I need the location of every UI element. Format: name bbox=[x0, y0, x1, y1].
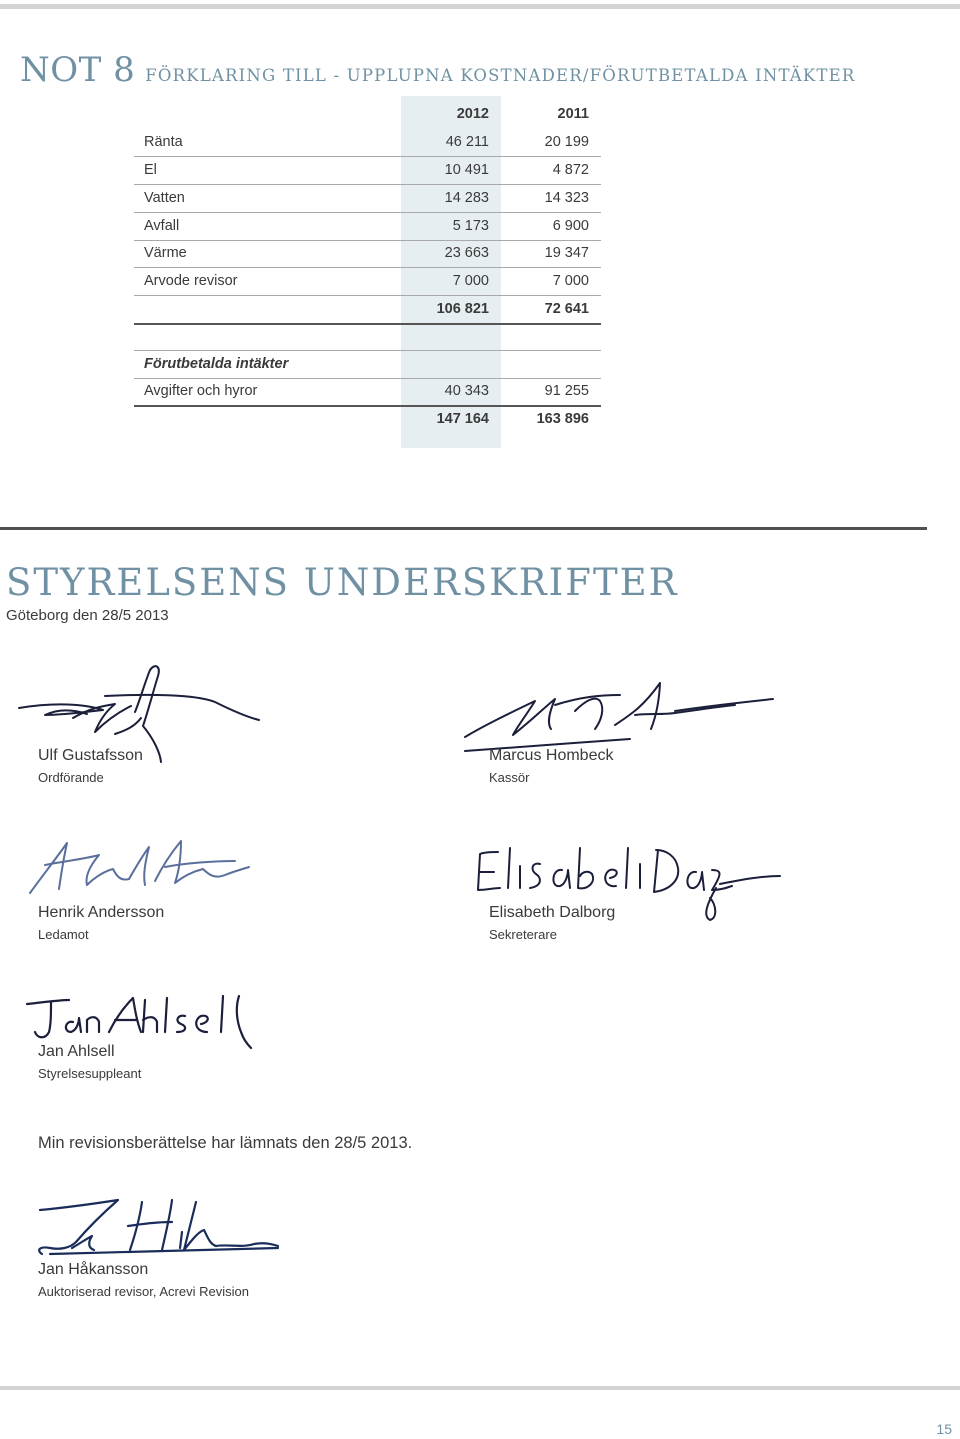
table-row bbox=[134, 157, 601, 185]
value-2012: 10 491 bbox=[444, 162, 489, 178]
signatory-name: Marcus Hombeck bbox=[489, 747, 614, 764]
board-title: STYRELSENS UNDERSKRIFTER bbox=[6, 561, 679, 604]
subtotal-2012: 106 821 bbox=[436, 301, 489, 317]
row-label: Avfall bbox=[144, 218, 180, 234]
table-row bbox=[134, 268, 601, 296]
value-2011: 4 872 bbox=[552, 162, 589, 178]
note-title: FÖRKLARING TILL - UPPLUPNA KOSTNADER/FÖRUTBETALDA INTÄKTER bbox=[145, 66, 856, 85]
subtotal-row bbox=[134, 296, 601, 325]
prepaid-section-label: Förutbetalda intäkter bbox=[144, 356, 289, 372]
signature-marcus-hombeck bbox=[455, 665, 780, 760]
column-header-2012: 2012 bbox=[456, 106, 489, 122]
spacer-row bbox=[134, 323, 601, 351]
signatory-name: Ulf Gustafsson bbox=[38, 747, 143, 764]
value-2011: 20 199 bbox=[544, 134, 589, 150]
value-2011: 14 323 bbox=[544, 190, 589, 206]
row-label: Värme bbox=[144, 245, 187, 261]
signatory-name: Jan Ahlsell bbox=[38, 1043, 115, 1060]
signatory-role: Sekreterare bbox=[489, 927, 557, 942]
top-rule bbox=[0, 4, 960, 9]
table-row bbox=[134, 213, 601, 241]
value-2012: 40 343 bbox=[444, 383, 489, 399]
value-2011: 19 347 bbox=[544, 245, 589, 261]
bottom-rule bbox=[0, 1386, 960, 1390]
note-number: NOT 8 bbox=[20, 50, 136, 90]
signatory-role: Styrelsesuppleant bbox=[38, 1066, 142, 1081]
section-row bbox=[134, 351, 601, 379]
table-row bbox=[134, 129, 601, 157]
total-2011: 163 896 bbox=[536, 411, 589, 427]
table-row bbox=[134, 185, 601, 213]
value-2011: 7 000 bbox=[552, 273, 589, 289]
value-2011: 91 255 bbox=[544, 383, 589, 399]
signatory-name: Henrik Andersson bbox=[38, 904, 165, 921]
table-header-row bbox=[134, 101, 601, 128]
table-row bbox=[134, 240, 601, 268]
value-2012: 46 211 bbox=[445, 134, 489, 150]
row-label: Vatten bbox=[144, 190, 185, 206]
row-label: Ränta bbox=[144, 134, 183, 150]
note-heading bbox=[20, 50, 855, 90]
total-row bbox=[134, 406, 601, 433]
signature-jan-hakansson bbox=[32, 1192, 282, 1262]
place-date: Göteborg den 28/5 2013 bbox=[6, 607, 169, 624]
signature-henrik-andersson bbox=[25, 825, 255, 900]
signatory-role: Ordförande bbox=[38, 770, 104, 785]
audit-statement: Min revisionsberättelse har lämnats den 28/5 2013. bbox=[38, 1134, 413, 1152]
column-header-2011: 2011 bbox=[557, 106, 589, 122]
auditor-role: Auktoriserad revisor, Acrevi Revision bbox=[38, 1284, 249, 1299]
signatory-role: Kassör bbox=[489, 770, 530, 785]
value-2012: 23 663 bbox=[444, 245, 489, 261]
signatory-name: Elisabeth Dalborg bbox=[489, 904, 616, 921]
table-row bbox=[134, 378, 601, 407]
row-label: El bbox=[144, 162, 157, 178]
row-label: Avgifter och hyror bbox=[144, 383, 258, 399]
signatory-role: Ledamot bbox=[38, 927, 89, 942]
value-2012: 7 000 bbox=[452, 273, 489, 289]
value-2011: 6 900 bbox=[552, 218, 589, 234]
auditor-name: Jan Håkansson bbox=[38, 1261, 149, 1278]
total-2012: 147 164 bbox=[436, 411, 489, 427]
subtotal-2011: 72 641 bbox=[544, 301, 589, 317]
value-2012: 14 283 bbox=[444, 190, 489, 206]
section-divider bbox=[0, 527, 927, 530]
value-2012: 5 173 bbox=[452, 218, 489, 234]
row-label: Arvode revisor bbox=[144, 273, 238, 289]
page-number: 15 bbox=[936, 1421, 952, 1437]
